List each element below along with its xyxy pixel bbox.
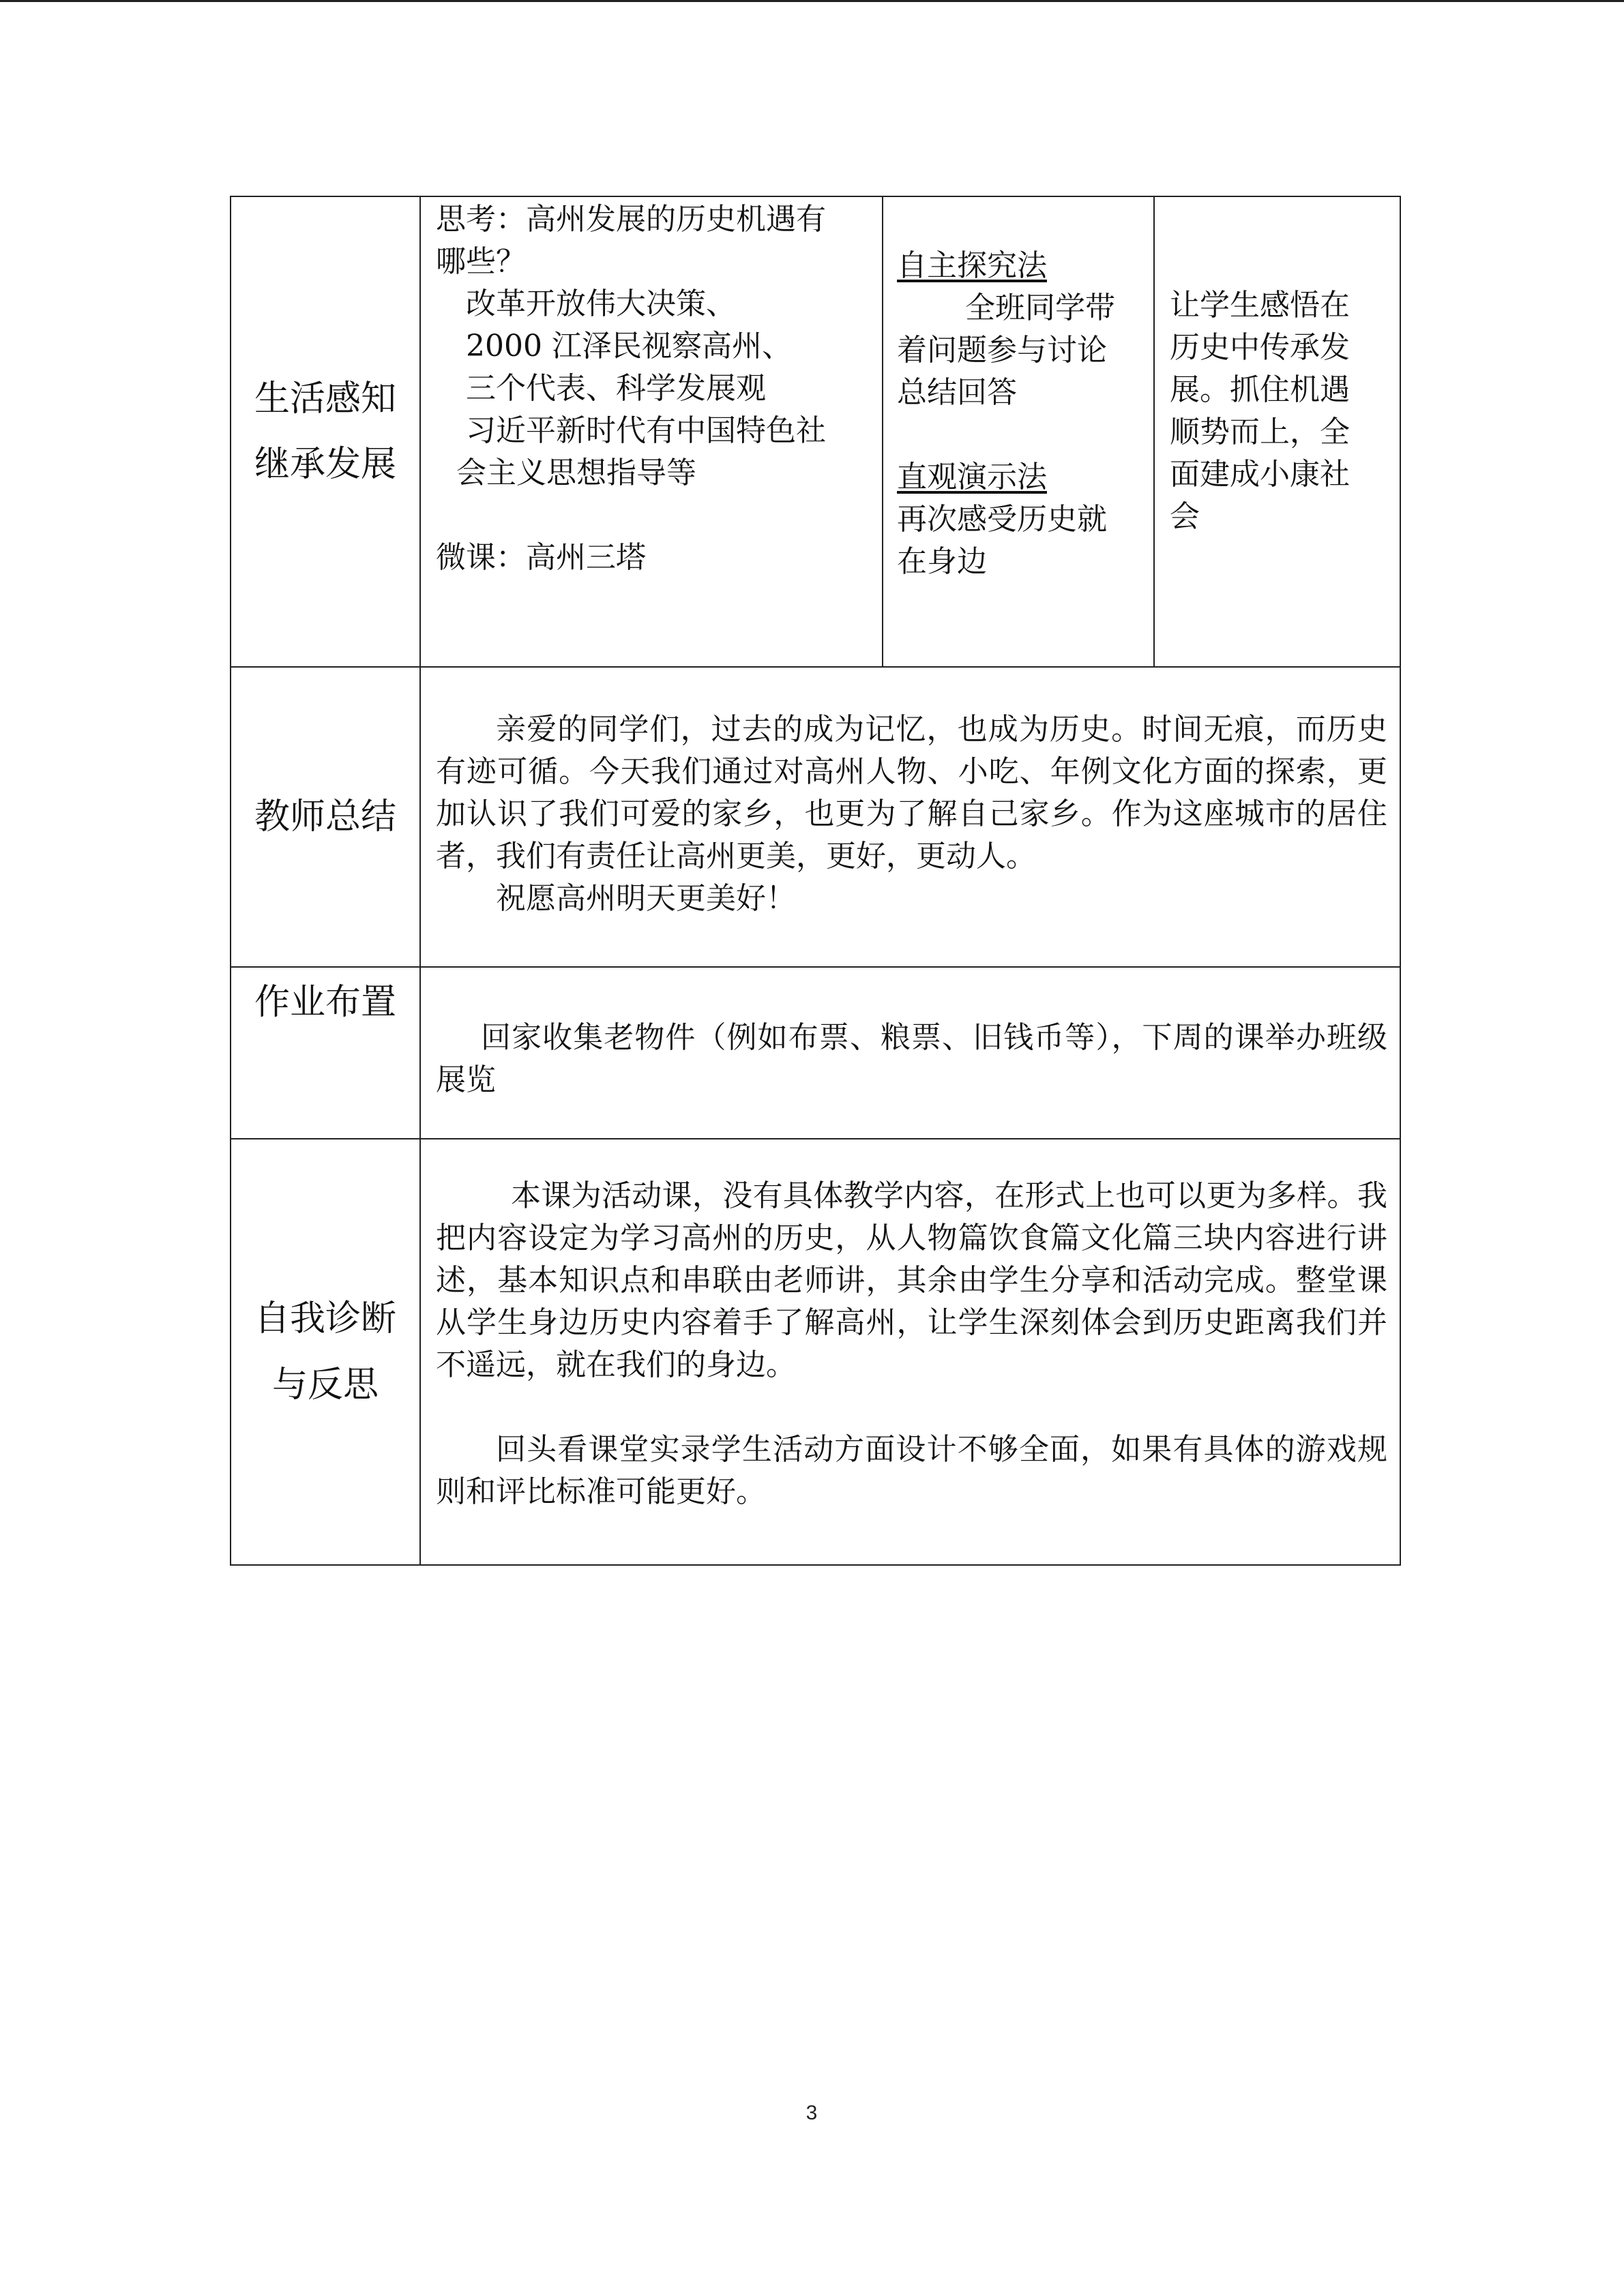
purpose-text [1155, 197, 1400, 538]
method-cell [883, 196, 1154, 667]
row-label: 作业布置 [254, 982, 396, 1023]
lesson-plan-table [230, 196, 1401, 1566]
method-line: 在身边 [897, 544, 987, 579]
content-cell [420, 196, 883, 667]
row-label-line: 与反思 [271, 1364, 379, 1405]
method-heading: 自主探究法 [897, 248, 1047, 283]
row-label-line: 生活感知 [254, 378, 396, 419]
method-text [883, 197, 1153, 583]
reflection-text [421, 1139, 1400, 1513]
row-label-cell [231, 1139, 420, 1565]
homework-paragraph: 回家收集老物件（例如布票、粮票、旧钱币等），下周的课举办班级展览 [436, 1020, 1387, 1097]
purpose-line: 面建成小康社 [1170, 457, 1350, 492]
homework-text [421, 968, 1400, 1101]
purpose-line: 展。抓住机遇 [1170, 372, 1350, 407]
row-label-line: 继承发展 [254, 444, 396, 485]
table-row-life-perception [231, 196, 1400, 667]
purpose-line: 历史中传承发 [1170, 330, 1350, 365]
table-row-homework [231, 967, 1400, 1139]
content-text [421, 197, 882, 579]
content-line: 习近平新时代有中国特色社 [466, 413, 826, 448]
method-line: 全班同学带 [965, 290, 1115, 325]
summary-text [421, 668, 1400, 920]
method-heading: 直观演示法 [897, 460, 1047, 494]
method-line: 再次感受历史就 [897, 502, 1107, 537]
reflection-paragraph: 回头看课堂实录学生活动方面设计不够全面，如果有具体的游戏规则和评比标准可能更好。 [436, 1432, 1387, 1509]
row-label [231, 378, 419, 486]
content-line: 改革开放伟大决策、 [466, 286, 736, 321]
content-line: 思考：高州发展的历史机遇有 [436, 202, 826, 237]
row-label [231, 1298, 419, 1406]
row-label-cell [231, 196, 420, 667]
row-label-cell [231, 967, 420, 1139]
reflection-paragraph: 本课为活动课，没有具体教学内容，在形式上也可以更为多样。我把内容设定为学习高州的历史，从人物篇饮食篇文化篇三块内容进行讲述，基本知识点和串联由老师讲，其余由学生分享和活动完成。整堂课从学生身边历史内容着手了解高州，让学生深刻体会到历史距离我们并不遥远，就在我们的身边。 [436, 1178, 1387, 1382]
table-row-reflection [231, 1139, 1400, 1565]
page-number: 3 [806, 2102, 818, 2124]
method-line: 总结回答 [897, 375, 1017, 410]
reflection-cell [420, 1139, 1400, 1565]
homework-cell [420, 967, 1400, 1139]
summary-cell [420, 667, 1400, 967]
content-line: 会主义思想指导等 [456, 456, 696, 490]
row-label: 教师总结 [254, 796, 396, 837]
content-line: 2000 江泽民视察高州、 [466, 329, 792, 363]
purpose-line: 顺势而上，全 [1170, 415, 1350, 449]
table-row-teacher-summary [231, 667, 1400, 967]
content-line: 哪些？ [436, 244, 526, 279]
top-border-line [0, 0, 1624, 2]
row-label-cell [231, 667, 420, 967]
purpose-line: 让学生感悟在 [1170, 288, 1350, 323]
summary-paragraph: 祝愿高州明天更美好！ [496, 881, 796, 916]
purpose-cell [1154, 196, 1400, 667]
row-label-line: 自我诊断 [254, 1298, 396, 1340]
purpose-line: 会 [1170, 499, 1200, 534]
content-line: 微课：高州三塔 [436, 540, 646, 575]
content-line: 三个代表、科学发展观 [466, 371, 766, 406]
summary-paragraph: 亲爱的同学们，过去的成为记忆，也成为历史。时间无痕，而历史有迹可循。今天我们通过对高州人物、小吃、年例文化方面的探索，更加认识了我们可爱的家乡，也更为了解自己家乡。作为这座城市的居住者，我们有责任让高州更美，更好，更动人。 [436, 712, 1387, 874]
method-line: 着问题参与讨论 [897, 333, 1107, 368]
